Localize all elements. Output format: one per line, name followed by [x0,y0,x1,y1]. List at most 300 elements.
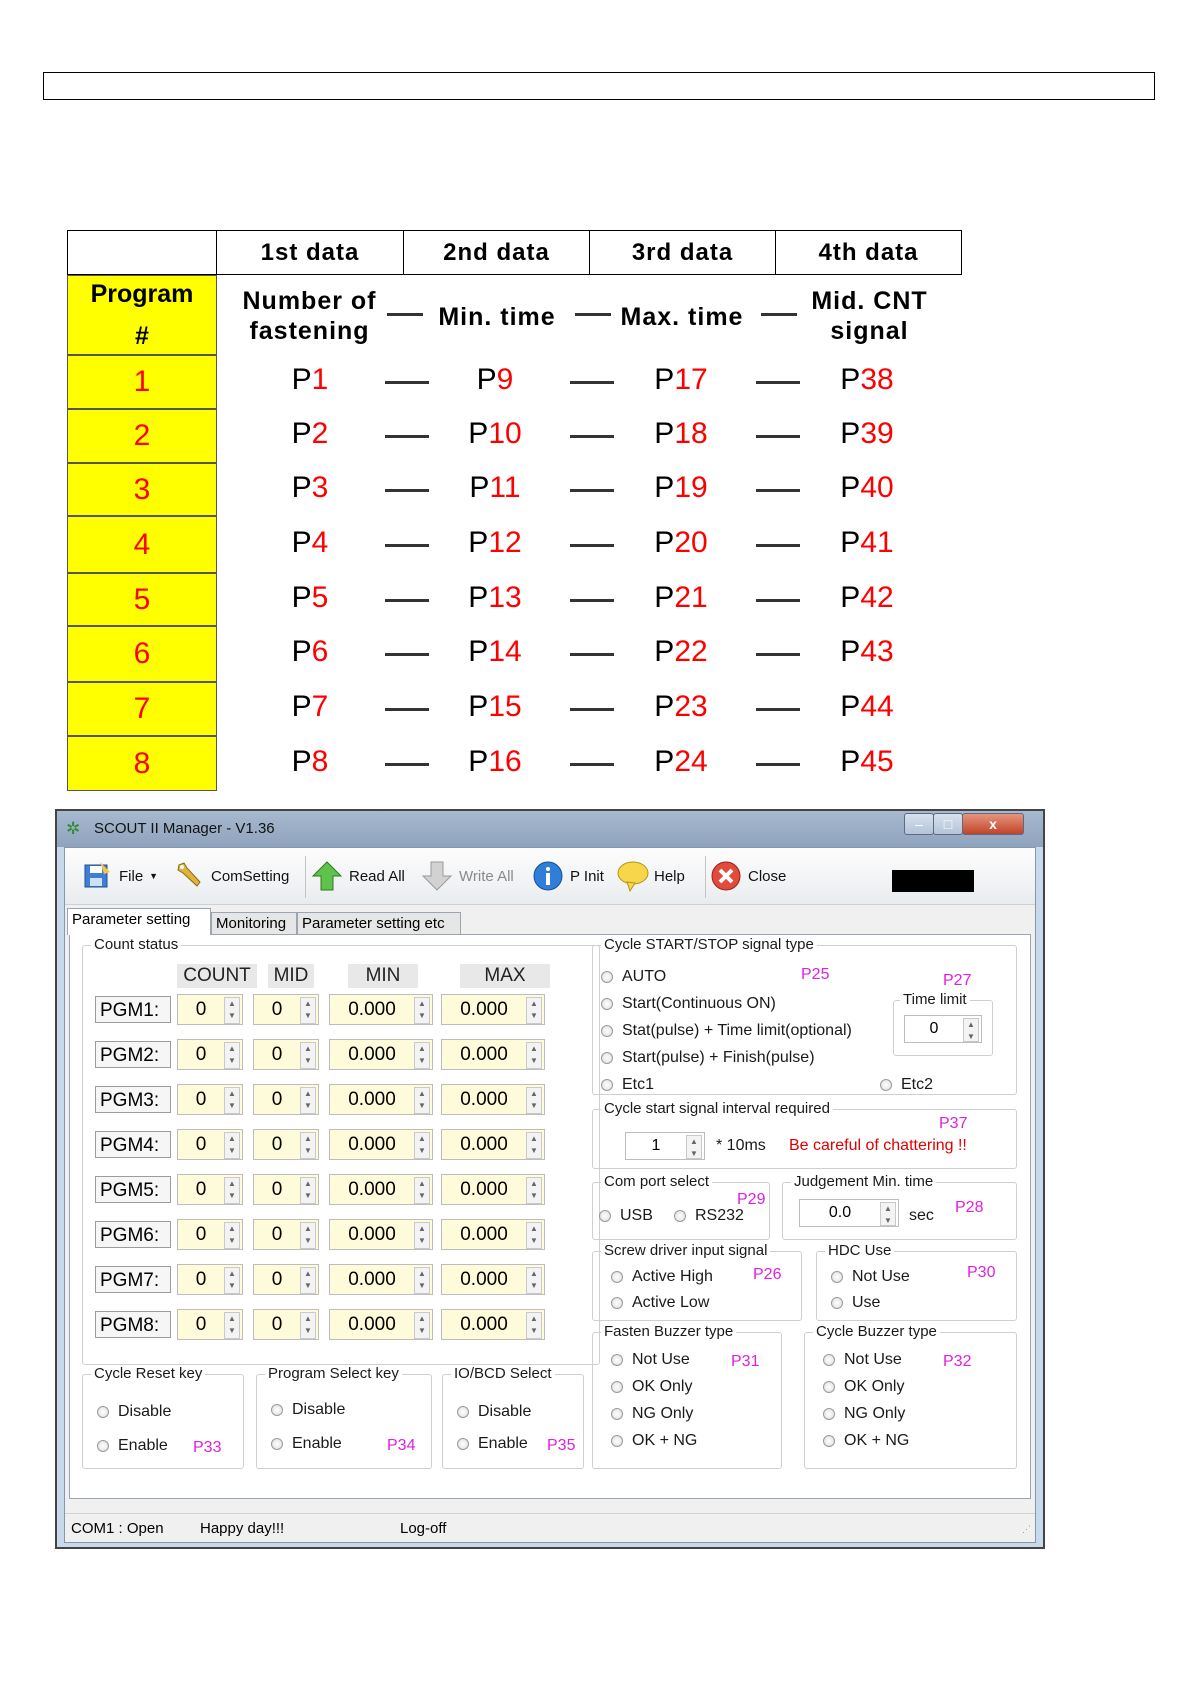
program-select-enable-radio[interactable] [271,1435,342,1453]
radio-circle [601,1079,613,1091]
title-bar [57,811,1043,847]
pgm-min-input[interactable] [329,1129,433,1160]
radio-circle [601,1025,613,1037]
spin-arrows-icon[interactable]: ▲ ▼ [224,997,240,1024]
spin-arrows-icon[interactable]: ▲ ▼ [224,1132,240,1159]
pgm-mid-input[interactable] [253,1039,319,1070]
param-number: 13 [488,580,522,614]
pgm-mid-input[interactable] [253,994,319,1025]
radio-circle [601,998,613,1010]
program-number-cell: 2 [67,409,217,463]
param-prefix: P [291,363,312,396]
write-all-button[interactable] [421,860,514,892]
param-number: 23 [674,690,708,723]
param-number: 44 [860,690,894,723]
read-all-label: Read All [349,867,405,885]
radio-circle [823,1381,835,1393]
redacted-area [892,870,974,892]
param-prefix: P [468,417,489,450]
param-number: 12 [488,525,522,559]
close-button[interactable] [710,860,786,892]
pgm-count-input[interactable] [177,1219,243,1250]
tab-parameter-setting[interactable]: Parameter setting [67,908,211,935]
param-p25: P25 [801,966,830,983]
fasten-ok-only-radio[interactable] [611,1378,692,1396]
row-dash [756,381,800,384]
radio-label: Start(pulse) + Finish(pulse) [622,1049,815,1066]
cycle-buzzer-group [804,1323,1017,1469]
pgm-min-input[interactable] [329,1174,433,1205]
status-message: Happy day!!! [200,1520,285,1537]
pgm-max-input[interactable] [441,1264,545,1295]
row-dash [385,544,429,547]
pgm-max-value: 0.000 [460,999,508,1020]
io-bcd-enable-radio[interactable] [457,1435,528,1453]
spin-arrows-icon[interactable]: ▲ ▼ [300,1267,316,1294]
cycle-reset-enable-radio[interactable] [97,1437,168,1455]
cycle-ng-only-radio[interactable] [823,1405,905,1423]
spin-arrows-icon[interactable]: ▲ ▼ [224,1222,240,1249]
row-dash [756,544,800,547]
radio-label: Enable [478,1435,528,1452]
row-dash [756,435,800,438]
row-dash [385,763,429,766]
param-prefix: P [654,690,675,723]
pgm-count-value: 0 [195,1134,207,1155]
row-dash [385,489,429,492]
cycle-ok-only-radio[interactable] [823,1378,904,1396]
spin-arrows-icon[interactable]: ▲ ▼ [300,997,316,1024]
spin-arrows-icon[interactable]: ▲ ▼ [224,1042,240,1069]
param-prefix: P [469,470,490,504]
header-1st-data: 1st data [216,230,404,275]
pgm-min-input[interactable] [329,1039,433,1070]
parameter-cell [807,690,927,724]
radio-label: Start(Continuous ON) [622,995,776,1012]
pgm-mid-input[interactable] [253,1084,319,1115]
param-number: 41 [860,525,894,559]
param-p28: P28 [955,1199,984,1216]
param-prefix: P [654,744,675,778]
param-prefix: P [654,635,675,668]
param-prefix: P [476,363,497,396]
spin-arrows-icon[interactable]: ▲ ▼ [224,1267,240,1294]
spin-arrows-icon[interactable]: ▲ ▼ [414,1312,430,1339]
pgm-max-input[interactable] [441,1129,545,1160]
start-continuous-radio[interactable] [601,995,776,1013]
cycle-signal-group [592,936,1017,1095]
parameter-cell [250,417,370,451]
spin-arrows-icon[interactable]: ▲ ▼ [526,1087,542,1114]
chattering-warning: Be careful of chattering !! [789,1137,967,1154]
param-prefix: P [840,690,861,723]
spin-arrows-icon[interactable]: ▲ ▼ [224,1177,240,1204]
row-dash [570,435,614,438]
pgm-count-input[interactable] [177,1129,243,1160]
spin-arrows-icon[interactable]: ▲ ▼ [300,1132,316,1159]
pgm-min-input[interactable] [329,1264,433,1295]
spin-arrows-icon[interactable]: ▲ ▼ [880,1202,896,1226]
spin-arrows-icon[interactable]: ▲ ▼ [300,1312,316,1339]
col-header-mid: MID [268,964,314,988]
cycle-ok-ng-radio[interactable] [823,1432,909,1450]
param-number: 20 [674,525,708,559]
client-area [64,847,1036,1543]
help-button[interactable] [616,860,685,892]
start-pulse-finish-pulse-radio[interactable] [601,1049,815,1067]
pgm-max-input[interactable] [441,1309,545,1340]
save-disk-icon [81,860,113,892]
radio-label: OK + NG [632,1432,698,1449]
auto-radio[interactable] [601,968,666,986]
param-p26: P26 [753,1266,782,1283]
count-status-title: Count status [91,936,181,953]
interval-title: Cycle start signal interval required [601,1100,833,1117]
param-p33: P33 [193,1439,222,1456]
minimize-button[interactable]: – [904,813,934,835]
parameter-cell [807,417,927,451]
parameter-cell [435,471,555,505]
parameter-setting-panel [69,934,1031,1499]
pgm-min-value: 0.000 [348,1044,396,1065]
row-dash [756,599,800,602]
pgm-min-value: 0.000 [348,999,396,1020]
spin-arrows-icon[interactable]: ▲ ▼ [414,1177,430,1204]
spin-arrows-icon[interactable]: ▲ ▼ [224,1087,240,1114]
hdc-use-radio[interactable] [831,1294,880,1312]
hdc-not-use-radio[interactable] [831,1268,910,1286]
cycle-signal-title: Cycle START/STOP signal type [601,936,817,953]
pgm-count-input[interactable] [177,1174,243,1205]
pgm-min-input[interactable] [329,1219,433,1250]
read-all-button[interactable] [311,860,405,892]
pgm-min-input[interactable] [329,1309,433,1340]
status-bar [65,1513,1035,1542]
param-number: 7 [311,690,329,723]
program-number-cell: 1 [67,355,217,409]
param-number: 10 [488,417,522,450]
close-circle-icon [710,860,742,892]
pgm-max-input[interactable] [441,994,545,1025]
row-dash [570,381,614,384]
etc1-radio[interactable] [601,1076,654,1094]
param-prefix: P [654,417,675,450]
param-prefix: P [468,744,489,778]
cycle-reset-disable-radio[interactable] [97,1403,171,1421]
pgm-label: PGM7: [95,1266,171,1293]
close-window-button[interactable]: x [962,813,1024,835]
pgm-count-value: 0 [195,1044,207,1065]
radio-circle [611,1297,623,1309]
pgm-min-value: 0.000 [348,1134,396,1155]
stat-pulse-time-limit-radio[interactable] [601,1022,852,1040]
pgm-min-value: 0.000 [348,1089,396,1110]
pgm-mid-input[interactable] [253,1129,319,1160]
pgm-count-input[interactable] [177,1084,243,1115]
spin-arrows-icon[interactable]: ▲ ▼ [526,1312,542,1339]
parameter-cell [250,690,370,724]
pgm-count-value: 0 [195,999,207,1020]
parameter-cell [435,745,555,779]
active-high-radio[interactable] [611,1268,713,1286]
row-dash [385,599,429,602]
spin-arrows-icon[interactable]: ▲ ▼ [224,1312,240,1339]
time-limit-value: 0 [929,1020,939,1037]
close-label: Close [748,867,787,885]
scout-manager-window [55,809,1045,1549]
spin-arrows-icon[interactable]: ▲ ▼ [526,1267,542,1294]
header-box [43,72,1155,100]
cycle-buzzer-title: Cycle Buzzer type [813,1323,940,1340]
spin-arrows-icon[interactable]: ▲ ▼ [526,1132,542,1159]
io-bcd-group [442,1365,584,1469]
spin-arrows-icon[interactable]: ▲ ▼ [414,1042,430,1069]
interval-input[interactable] [625,1132,705,1160]
param-p29: P29 [737,1191,766,1208]
hdc-use-title: HDC Use [825,1242,894,1259]
param-number: 39 [860,417,894,450]
maximize-button[interactable]: □ [933,813,963,835]
comsetting-button[interactable] [173,860,289,892]
pgm-min-value: 0.000 [348,1314,396,1335]
param-prefix: P [840,470,861,504]
pgm-mid-input[interactable] [253,1219,319,1250]
p-init-label: P Init [570,867,604,885]
parameter-cell [250,635,370,669]
pgm-max-value: 0.000 [460,1314,508,1335]
parameter-cell [807,363,927,397]
fasten-not-use-radio[interactable] [611,1351,690,1369]
pgm-max-input[interactable] [441,1174,545,1205]
param-number: 9 [496,363,514,396]
col-number-of-fastening [232,286,387,346]
pgm-mid-value: 0 [271,999,283,1020]
radio-circle [97,1406,109,1418]
cycle-not-use-radio[interactable] [823,1351,902,1369]
row-dash [570,763,614,766]
parameter-cell [435,690,555,724]
write-all-label: Write All [459,867,514,885]
header-dash [761,313,797,316]
param-number: 1 [311,363,329,396]
spin-arrows-icon[interactable]: ▲ ▼ [300,1177,316,1204]
info-icon [532,860,564,892]
program-head-hash: # [135,322,149,350]
spin-arrows-icon[interactable]: ▲ ▼ [300,1042,316,1069]
pgm-count-input[interactable] [177,1039,243,1070]
spin-arrows-icon[interactable]: ▲ ▼ [300,1087,316,1114]
pgm-mid-input[interactable] [253,1264,319,1295]
col-label-line: Mid. CNT [811,287,928,315]
radio-label: Stat(pulse) + Time limit(optional) [622,1022,852,1039]
radio-label: Use [852,1294,881,1311]
parameter-cell [807,526,927,560]
parameter-cell [807,471,927,505]
app-gear-icon: ✲ [66,819,81,838]
spin-arrows-icon[interactable]: ▲ ▼ [300,1222,316,1249]
header-dash [387,313,423,316]
radio-label: Active Low [632,1294,710,1311]
tab-parameter-setting-etc[interactable]: Parameter setting etc [297,912,461,934]
blank-header-cell [67,230,217,275]
pgm-label: PGM3: [95,1086,171,1113]
spin-arrows-icon[interactable]: ▲ ▼ [526,997,542,1024]
param-prefix: P [291,690,312,723]
col-header-count: COUNT [177,964,257,988]
pgm-count-input[interactable] [177,1264,243,1295]
radio-circle [823,1435,835,1447]
pgm-max-value: 0.000 [460,1089,508,1110]
radio-circle [601,971,613,983]
row-dash [756,708,800,711]
login-status: Log-off [400,1520,447,1537]
fasten-ng-only-radio[interactable] [611,1405,693,1423]
radio-circle [457,1406,469,1418]
spin-arrows-icon[interactable]: ▲ ▼ [526,1177,542,1204]
radio-circle [823,1408,835,1420]
param-number: 45 [860,744,894,778]
param-prefix: P [468,690,489,723]
spin-arrows-icon[interactable]: ▲ ▼ [414,1267,430,1294]
active-low-radio[interactable] [611,1294,709,1312]
spin-arrows-icon[interactable]: ▲ ▼ [686,1135,702,1159]
radio-circle [611,1408,623,1420]
radio-circle [97,1440,109,1452]
spin-arrows-icon[interactable]: ▲ ▼ [414,1132,430,1159]
pgm-label: PGM6: [95,1221,171,1248]
parameter-cell [435,581,555,615]
radio-label: Not Use [852,1268,910,1285]
radio-label: USB [620,1207,653,1224]
window-title: SCOUT II Manager - V1.36 [94,820,275,837]
pgm-min-value: 0.000 [348,1179,396,1200]
file-menu-button[interactable] [81,860,158,892]
program-select-disable-radio[interactable] [271,1401,345,1419]
param-prefix: P [840,580,861,614]
resize-grip-icon[interactable]: ⋰ [1022,1524,1031,1534]
spin-arrows-icon[interactable]: ▲ ▼ [963,1018,979,1042]
etc2-radio[interactable] [880,1076,933,1094]
io-bcd-disable-radio[interactable] [457,1403,531,1421]
pgm-count-value: 0 [195,1224,207,1245]
param-prefix: P [468,580,489,614]
judgement-title: Judgement Min. time [791,1173,936,1190]
param-prefix: P [654,363,675,396]
pgm-min-input[interactable] [329,994,433,1025]
param-p27: P27 [943,972,972,989]
radio-label: OK Only [844,1378,905,1395]
program-head-label: Program [90,280,194,308]
param-number: 22 [674,635,708,668]
radio-circle [611,1271,623,1283]
param-prefix: P [654,580,675,614]
radio-circle [599,1210,611,1222]
pgm-label: PGM4: [95,1131,171,1158]
pgm-min-input[interactable] [329,1084,433,1115]
pgm-max-value: 0.000 [460,1269,508,1290]
com-status: COM1 : Open [71,1520,164,1537]
parameter-cell [435,417,555,451]
spin-arrows-icon[interactable]: ▲ ▼ [414,1222,430,1249]
spin-arrows-icon[interactable]: ▲ ▼ [526,1222,542,1249]
param-number: 4 [311,525,329,559]
param-number: 18 [674,417,708,450]
pgm-count-input[interactable] [177,1309,243,1340]
spin-arrows-icon[interactable]: ▲ ▼ [526,1042,542,1069]
program-number-cell: 7 [67,682,217,736]
usb-radio[interactable] [599,1207,653,1225]
pgm-mid-input[interactable] [253,1309,319,1340]
col-label-line: signal [830,317,909,345]
spin-arrows-icon[interactable]: ▲ ▼ [414,1087,430,1114]
col-header-min: MIN [348,964,418,988]
row-dash [385,653,429,656]
interval-value: 1 [651,1137,661,1154]
time-limit-input[interactable] [904,1015,982,1043]
program-number-cell: 5 [67,573,217,626]
com-port-group [592,1173,770,1240]
program-select-title: Program Select key [265,1365,402,1382]
wrench-icon [173,860,205,892]
radio-label: OK Only [632,1378,693,1395]
toolbar-separator [305,856,306,898]
row-dash [570,653,614,656]
param-prefix: P [840,635,861,668]
radio-circle [271,1438,283,1450]
screw-driver-group [592,1242,802,1321]
param-prefix: P [291,635,312,668]
pgm-count-value: 0 [195,1314,207,1335]
pgm-max-input[interactable] [441,1039,545,1070]
fasten-ok-ng-radio[interactable] [611,1432,697,1450]
pgm-count-value: 0 [195,1089,207,1110]
pgm-mid-input[interactable] [253,1174,319,1205]
toolbar-separator [705,856,706,898]
col-label-line: Max. time [620,303,744,331]
p-init-button[interactable] [532,860,604,892]
col-min-time [427,302,567,332]
parameter-cell [807,635,927,669]
pgm-max-input[interactable] [441,1219,545,1250]
col-label-line: Number of [242,287,377,315]
param-number: 43 [860,635,894,668]
radio-circle [611,1435,623,1447]
pgm-count-input[interactable] [177,994,243,1025]
radio-label: Etc1 [622,1076,655,1093]
parameter-cell [621,581,741,615]
rs232-radio[interactable] [674,1207,744,1225]
param-prefix: P [291,744,312,778]
param-number: 16 [488,744,522,778]
program-number-cell: 3 [67,463,217,516]
tab-monitoring[interactable]: Monitoring [211,912,297,934]
spin-arrows-icon[interactable]: ▲ ▼ [414,997,430,1024]
hdc-use-group [816,1242,1017,1321]
pgm-max-value: 0.000 [460,1179,508,1200]
param-prefix: P [654,470,675,504]
header-4th-data: 4th data [775,230,962,275]
radio-label: Enable [292,1435,342,1452]
param-number: 5 [311,580,329,614]
col-label-line: fastening [249,317,370,345]
judgement-input[interactable] [799,1199,899,1227]
radio-circle [674,1210,686,1222]
parameter-cell [250,471,370,505]
parameter-cell [250,745,370,779]
radio-label: AUTO [622,968,667,985]
speech-bubble-icon [616,860,648,892]
pgm-max-input[interactable] [441,1084,545,1115]
